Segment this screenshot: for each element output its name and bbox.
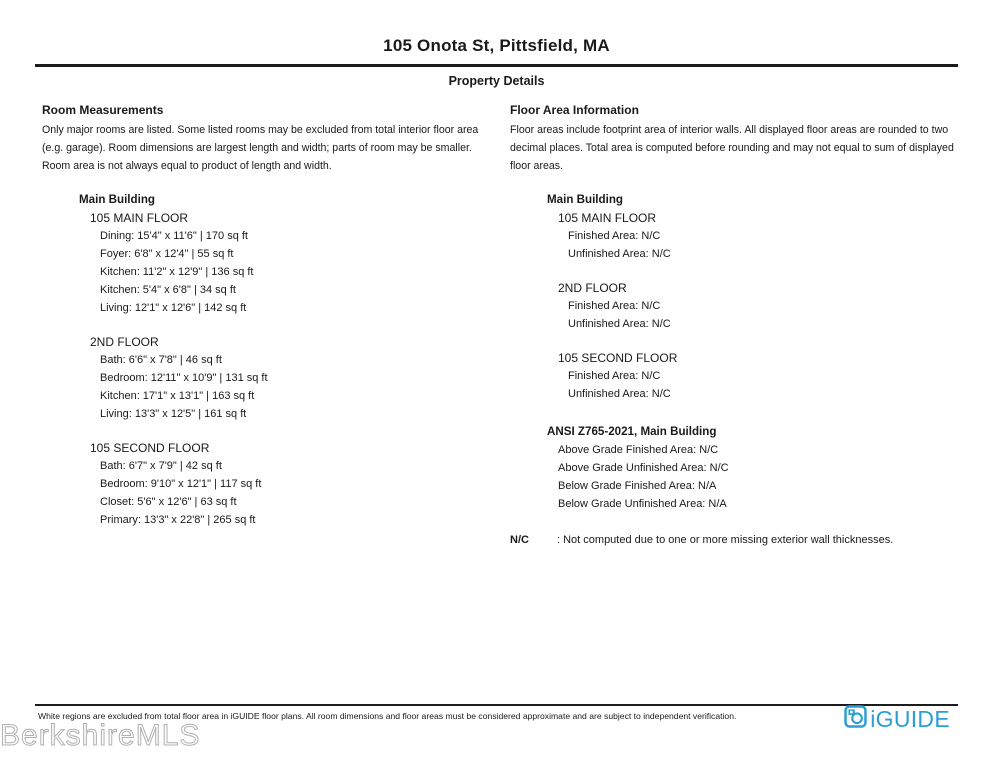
ansi-line: Above Grade Finished Area: N/C	[558, 444, 719, 456]
room-measurements-list	[42, 191, 494, 529]
floor-area-list	[510, 191, 966, 549]
area-line: Finished Area: N/C	[568, 370, 661, 382]
room-line: Bath: 6'7" x 7'9" | 42 sq ft	[100, 460, 222, 472]
room-line: Kitchen: 17'1" x 13'1" | 163 sq ft	[100, 390, 255, 402]
floor-name: 105 SECOND FLOOR	[558, 351, 678, 365]
room-line: Bath: 6'6" x 7'8" | 46 sq ft	[100, 354, 222, 366]
iguide-logo-text: iGUIDE	[870, 705, 950, 732]
area-line: Unfinished Area: N/C	[568, 388, 671, 400]
footer-divider	[35, 704, 958, 706]
room-line: Living: 13'3" x 12'5" | 161 sq ft	[100, 408, 247, 420]
iguide-camera-icon	[844, 705, 867, 733]
footer-disclaimer: White regions are excluded from total floor area in iGUIDE floor plans. All room dimensions and floor areas must be considered approximate and are subject to independent verification.	[38, 711, 737, 721]
page-header	[0, 36, 993, 88]
nc-term: N/C	[510, 534, 529, 546]
iguide-logo	[844, 705, 950, 733]
berkshiremls-watermark: BerkshireMLS	[0, 719, 201, 752]
room-measurements-section	[42, 103, 494, 545]
area-line: Finished Area: N/C	[568, 230, 661, 242]
nc-definition: : Not computed due to one or more missing exterior wall thicknesses.	[557, 534, 894, 546]
area-group-2nd-floor	[510, 279, 966, 333]
room-line: Kitchen: 11'2" x 12'9" | 136 sq ft	[100, 266, 254, 278]
room-line: Primary: 13'3" x 22'8" | 265 sq ft	[100, 514, 256, 526]
floor-name: 105 MAIN FLOOR	[558, 211, 657, 225]
floor-area-section	[510, 103, 966, 549]
room-line: Foyer: 6'8" x 12'4" | 55 sq ft	[100, 248, 234, 260]
floor-area-heading: Floor Area Information	[510, 103, 639, 117]
page-subtitle: Property Details	[448, 74, 545, 88]
building-name: Main Building	[79, 193, 155, 206]
floor-name: 2ND FLOOR	[558, 281, 627, 295]
room-measurements-description: Only major rooms are listed. Some listed rooms may be excluded from total interior floor area (e.g. garage). Room dimensions are largest length and width; parts of room may be smaller. Room area is not always equal to product of length and width.	[42, 124, 479, 172]
floor-name: 2ND FLOOR	[90, 335, 159, 349]
room-line: Dining: 15'4" x 11'6" | 170 sq ft	[100, 230, 248, 242]
floor-group-main-floor	[42, 209, 494, 317]
area-line: Unfinished Area: N/C	[568, 248, 671, 260]
ansi-block	[510, 423, 966, 513]
ansi-line: Above Grade Unfinished Area: N/C	[558, 462, 729, 474]
room-line: Bedroom: 9'10" x 12'1" | 117 sq ft	[100, 478, 262, 490]
floor-name: 105 MAIN FLOOR	[90, 211, 189, 225]
area-line: Unfinished Area: N/C	[568, 318, 671, 330]
floor-area-description: Floor areas include footprint area of interior walls. All displayed floor areas are rounded to two decimal places. Total area is computed before rounding and may not equal to sum of displayed floor areas.	[510, 124, 954, 172]
room-measurements-heading: Room Measurements	[42, 103, 164, 117]
room-line: Kitchen: 5'4" x 6'8" | 34 sq ft	[100, 284, 236, 296]
area-group-main-floor	[510, 209, 966, 263]
building-name: Main Building	[547, 193, 623, 206]
floor-name: 105 SECOND FLOOR	[90, 441, 210, 455]
area-line: Finished Area: N/C	[568, 300, 661, 312]
area-group-second-floor	[510, 349, 966, 403]
ansi-line: Below Grade Finished Area: N/A	[558, 480, 717, 492]
room-line: Bedroom: 12'11" x 10'9" | 131 sq ft	[100, 372, 268, 384]
title-divider	[35, 64, 958, 67]
page-title: 105 Onota St, Pittsfield, MA	[383, 36, 610, 55]
floor-group-2nd-floor	[42, 333, 494, 423]
room-line: Closet: 5'6" x 12'6" | 63 sq ft	[100, 496, 237, 508]
ansi-line: Below Grade Unfinished Area: N/A	[558, 498, 727, 510]
room-line: Living: 12'1" x 12'6" | 142 sq ft	[100, 302, 247, 314]
ansi-heading: ANSI Z765-2021, Main Building	[547, 425, 717, 438]
nc-note	[510, 531, 966, 549]
floor-group-second-floor	[42, 439, 494, 529]
